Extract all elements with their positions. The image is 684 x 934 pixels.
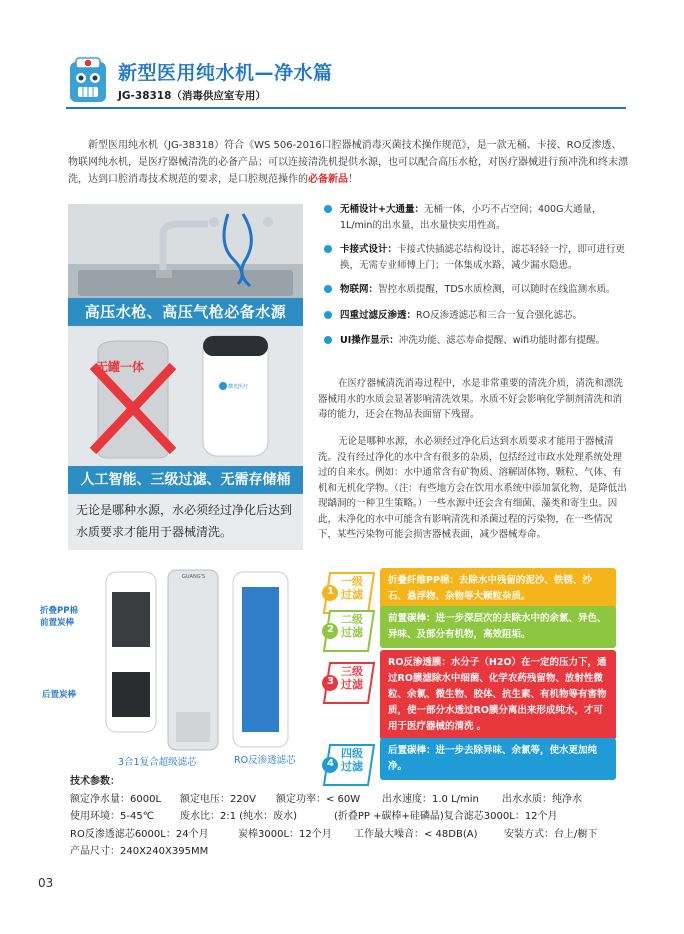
feature-title: UI操作显示：	[340, 335, 399, 346]
tech-heading: 技术参数：	[70, 776, 120, 787]
tech-cell: 额定电压：220V	[180, 793, 256, 805]
stage-4-label: 四级过滤	[341, 747, 363, 773]
label-rear-carbon: 后置炭棒	[42, 690, 77, 700]
tech-row	[70, 791, 582, 809]
tech-row	[70, 808, 558, 826]
feature-item	[318, 282, 628, 298]
feature-text: 无桶一体，小巧不占空间；400G大通量，1L/min的出水量，出水量快实用性高。	[340, 204, 602, 231]
feature-item	[318, 333, 628, 349]
tech-cell: 出水速度：1.0 L/min	[382, 793, 479, 805]
stage-1-number: 1	[327, 586, 334, 597]
device-brand-label: 横光医疗	[228, 384, 249, 390]
label-folded-pp: 折叠PP棉	[40, 606, 78, 616]
no-tank-label: 无罐一体	[96, 360, 145, 374]
stage-3-label: 三级过滤	[341, 665, 363, 691]
doctor-robot-logo	[66, 56, 110, 104]
tankless-comparison-image	[68, 326, 303, 466]
feature-list	[318, 202, 628, 349]
tech-specs	[70, 773, 598, 861]
feature-title: 无桶设计+大通量：	[340, 204, 424, 215]
feature-item	[318, 202, 628, 233]
banner-water-gun: 高压水枪、高压气枪必备水源	[68, 298, 303, 326]
bullet-dot-icon	[324, 336, 332, 344]
feature-item	[318, 242, 628, 273]
body-paragraph-2: 无论是哪种水源，水必须经过净化后达到水质要求才能用于器械清洗。没有经过净化的水中含有很多的杂质，包括经过市政水处理系统处理过的自来水。例如：水中通常含有矿物质、溶解固体物、颗粒、气体、有机和无机化学物。（注：有些地方会在饮用水系统中添加氯化物，是降低出现龋洞的一种卫生策略。）一些水源中还会含有细菌、藻类和寄生虫。因此，未净化的水中可能含有影响清洗和杀菌过程的污染物，在一些情况下，某些污染物可能会损害器械表面，减少器械寿命。	[318, 436, 627, 540]
photo-caption: 无论是哪种水源，水必须经过净化后达到水质要求才能用于器械清洗。	[68, 494, 303, 550]
tech-cell: (折叠PP +碳棒+硅磷晶)复合滤芯3000L：12个月	[334, 811, 558, 822]
bullet-dot-icon	[324, 205, 332, 213]
caption-ro-filter: RO反渗透滤芯	[234, 755, 296, 766]
feature-text: 卡接式快插滤芯结构设计，滤芯轻轻一拧，即可进行更换，无需专业师傅上门；一体集成水路，减少漏水隐患。	[340, 244, 626, 271]
stage-2-box: 前置碳棒：进一步深层次的去除水中的余氯、异色、异味、及部分有机物，高效阻垢。	[380, 606, 616, 648]
bullet-dot-icon	[324, 245, 332, 253]
tech-cell: 出水水质：纯净水	[502, 793, 582, 805]
tech-cell: 额定功率：< 60W	[276, 793, 361, 805]
tech-cell: 产品尺寸：240X240X395MM	[70, 846, 209, 857]
tech-row	[70, 826, 598, 844]
feature-text: RO反渗透滤芯和三合一复合强化滤芯。	[416, 309, 583, 321]
filter-brand-label: GUANG'S	[182, 574, 206, 580]
stage-2-label: 二级过滤	[341, 613, 363, 639]
body-paragraph-1: 在医疗器械清洗消毒过程中，水是非常重要的清洗介质，清洗和漂洗器械用水的水质会显著影响清洗效果。水质不好会影响化学制剂清洗和消毒的能力，还会在物品表面留下残留。	[318, 378, 624, 420]
stage-1-box: 折叠纤维PP棉：去除水中残留的泥沙、铁锈、沙石、悬浮物、杂物等大颗粒杂质。	[380, 568, 616, 610]
tech-cell: RO反渗透滤芯6000L：24个月	[70, 828, 209, 840]
bullet-dot-icon	[324, 311, 332, 319]
feature-item	[318, 308, 628, 324]
stage-4-box: 后置碳棒：进一步去除异味、余氯等，使水更加纯净。	[380, 738, 616, 780]
intro-highlight: 必备新品	[308, 174, 348, 185]
tech-cell: 工作最大噪音：< 48DB(A)	[354, 828, 478, 840]
tech-cell: 炭棒3000L：12个月	[238, 828, 332, 840]
stage-1-label: 一级过滤	[341, 575, 363, 601]
feature-text: 冲洗功能、滤芯寿命提醒、wifi功能时都有提醒。	[398, 335, 606, 346]
stage-3-number: 3	[327, 676, 334, 687]
filter-cartridges-image	[68, 562, 318, 767]
tech-row	[70, 843, 209, 861]
label-front-carbon: 前置炭棒	[40, 618, 75, 628]
page-title: 新型医用纯水机—净水篇	[118, 62, 333, 84]
intro-paragraph	[68, 137, 628, 188]
tech-cell: 安装方式：台上/橱下	[504, 828, 598, 840]
model-subtitle: JG-38318（消毒供应室专用）	[118, 90, 266, 102]
feature-title: 卡接式设计：	[340, 244, 398, 255]
page-number: 03	[38, 876, 54, 890]
stage-3-box: RO反渗透膜：水分子（H2O）在一定的压力下，通过RO膜滤除水中细菌、化学农药残留物、放射性微粒、余氯、微生物、胶体、抗生素、有机物等有害物质，使一部分水透过RO膜分离出来形成纯水，才可用于医疗器械的清洗 。	[380, 650, 616, 740]
feature-title: 四重过滤反渗透：	[340, 309, 417, 321]
intro-text: 新型医用纯水机（JG-38318）符合《WS 506-2016口腔器械消毒灭菌技术操作规范》，是一款无桶、卡接、RO反渗透、物联网纯水机，是医疗器械清洗的必备产品；可以连接清洗机提供水源，也可以配合高压水枪，对医疗器械进行预冲洗和终末漂洗，达到口腔消毒技术规范的要求，是口腔规范操作的	[68, 140, 628, 185]
feature-title: 物联网：	[340, 284, 379, 295]
feature-text: 智控水质提醒，TDS水质检测，可以随时在线监测水质。	[378, 284, 616, 295]
tech-cell: 废水比：2:1 (纯水：废水)	[180, 811, 298, 822]
intro-end: ！	[348, 174, 358, 185]
banner-ai-filtration: 人工智能、三级过滤、无需存储桶	[68, 466, 303, 494]
bullet-dot-icon	[324, 285, 332, 293]
tech-cell: 使用环境：5-45℃	[70, 811, 154, 822]
tech-cell: 额定净水量：6000L	[70, 793, 162, 805]
caption-composite-filter: 3合1复合超级滤芯	[118, 757, 197, 768]
header-divider	[66, 107, 626, 109]
stage-2-number: 2	[327, 624, 334, 635]
stage-4-number: 4	[327, 758, 334, 769]
faucet-photo	[68, 204, 303, 300]
